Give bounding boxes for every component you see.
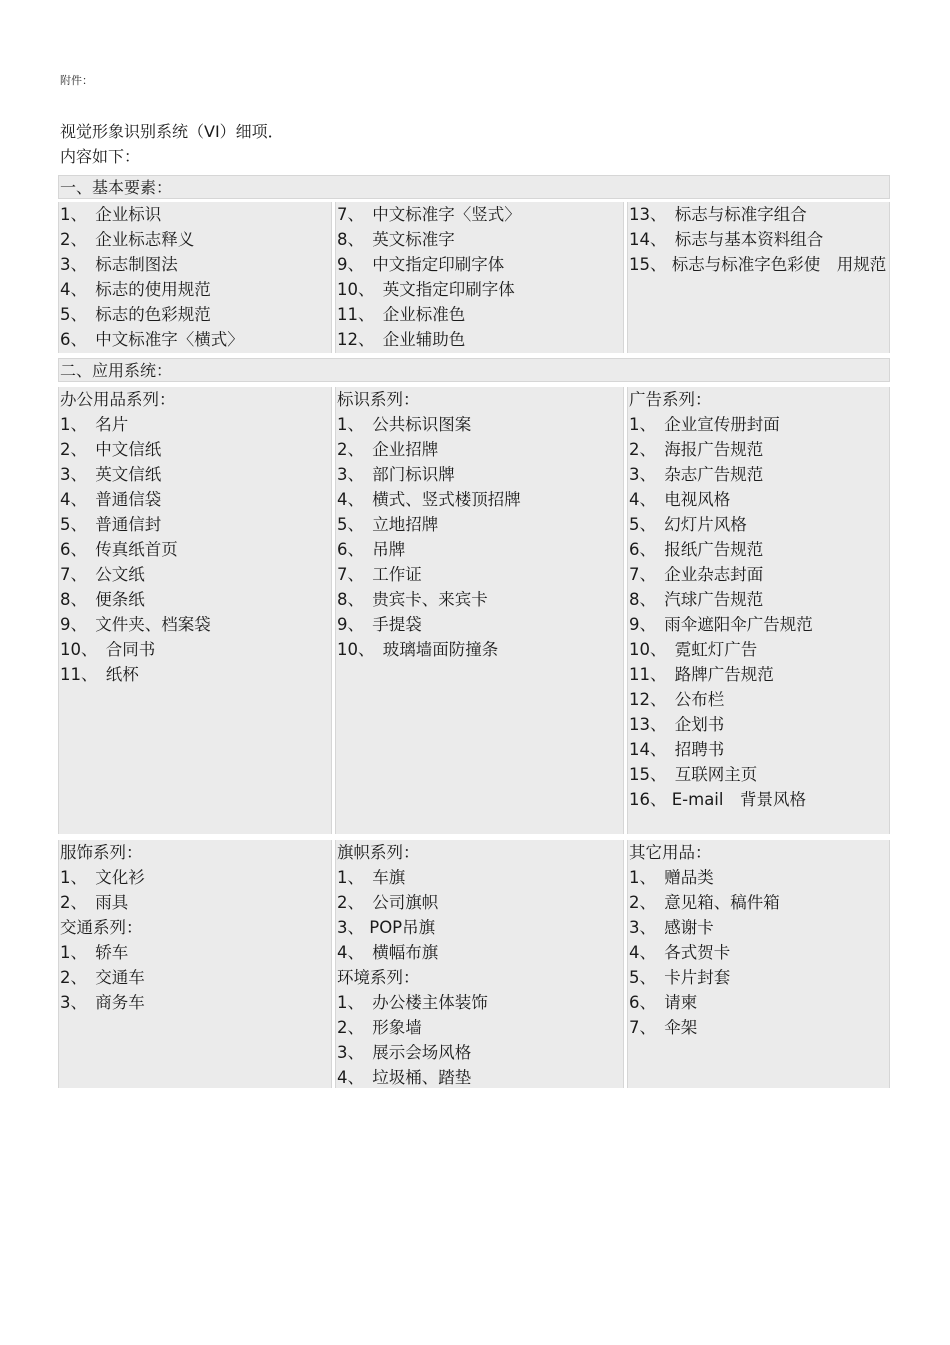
list-item: 5、 卡片封套: [629, 968, 731, 987]
list-item: 1、 赠品类: [629, 868, 714, 887]
series-title: 办公用品系列：: [60, 390, 176, 409]
list-item: 4、 横式、竖式楼顶招牌: [337, 490, 521, 509]
other-supplies-column: [627, 840, 890, 1088]
flags-environment-column: [335, 840, 624, 1088]
document-title: 视觉形象识别系统（VI）细项．: [60, 122, 284, 141]
list-item: 4、 标志的使用规范: [60, 280, 211, 299]
list-item: 7、 公文纸: [60, 565, 145, 584]
list-item: 5、 立地招牌: [337, 515, 439, 534]
list-item: 15、 标志与标准字色彩使 用规范: [629, 255, 887, 274]
list-item: 2、 雨具: [60, 893, 129, 912]
list-item: 2、 公司旗帜: [337, 893, 439, 912]
list-item: 3、 感谢卡: [629, 918, 714, 937]
list-item: 1、 企业宣传册封面: [629, 415, 780, 434]
signage-column: [335, 387, 624, 834]
list-item: 11、 路牌广告规范: [629, 665, 774, 684]
series-title: 环境系列：: [337, 968, 420, 987]
list-item: 6、 吊牌: [337, 540, 406, 559]
list-item: 7、 企业杂志封面: [629, 565, 764, 584]
list-item: 3、 部门标识牌: [337, 465, 455, 484]
list-item: 6、 中文标准字〈横式〉: [60, 330, 244, 349]
list-item: 2、 企业招牌: [337, 440, 439, 459]
list-item: 10、 玻璃墙面防撞条: [337, 640, 499, 659]
list-item: 1、 名片: [60, 415, 129, 434]
list-item: 9、 手提袋: [337, 615, 422, 634]
list-item: 3、 POP吊旗: [337, 918, 436, 937]
list-item: 3、 英文信纸: [60, 465, 162, 484]
list-item: 1、 企业标识: [60, 205, 162, 224]
series-title: 其它用品：: [629, 843, 712, 862]
list-item: 13、 标志与标准字组合: [629, 205, 807, 224]
basic-column-3: [627, 202, 890, 353]
list-item: 16、 E-mail 背景风格: [629, 790, 806, 809]
list-item: 9、 雨伞遮阳伞广告规范: [629, 615, 813, 634]
list-item: 4、 垃圾桶、踏垫: [337, 1068, 472, 1087]
list-item: 1、 公共标识图案: [337, 415, 472, 434]
list-item: 6、 报纸广告规范: [629, 540, 764, 559]
office-supplies-column: [58, 387, 332, 834]
list-item: 13、 企划书: [629, 715, 725, 734]
list-item: 2、 意见箱、稿件箱: [629, 893, 780, 912]
list-item: 6、 传真纸首页: [60, 540, 178, 559]
series-title: 交通系列：: [60, 918, 143, 937]
list-item: 8、 汽球广告规范: [629, 590, 764, 609]
list-item: 11、 纸杯: [60, 665, 139, 684]
series-title: 广告系列：: [629, 390, 712, 409]
series-title: 标识系列：: [337, 390, 420, 409]
list-item: 9、 中文指定印刷字体: [337, 255, 505, 274]
list-item: 3、 展示会场风格: [337, 1043, 472, 1062]
list-item: 1、 轿车: [60, 943, 129, 962]
list-item: 14、 标志与基本资料组合: [629, 230, 824, 249]
list-item: 7、 工作证: [337, 565, 422, 584]
annex-label: 附件：: [60, 74, 93, 87]
document-intro: 内容如下：: [60, 147, 141, 166]
list-item: 1、 办公楼主体装饰: [337, 993, 488, 1012]
list-item: 12、 企业辅助色: [337, 330, 466, 349]
list-item: 10、 英文指定印刷字体: [337, 280, 515, 299]
list-item: 2、 企业标志释义: [60, 230, 195, 249]
list-item: 1、 车旗: [337, 868, 406, 887]
list-item: 8、 英文标准字: [337, 230, 455, 249]
list-item: 3、 杂志广告规范: [629, 465, 764, 484]
series-title: 服饰系列：: [60, 843, 143, 862]
list-item: 2、 交通车: [60, 968, 145, 987]
section-heading-basic: 一、基本要素：: [58, 175, 890, 199]
list-item: 5、 标志的色彩规范: [60, 305, 211, 324]
section-heading-application: 二、应用系统：: [58, 358, 890, 382]
list-item: 7、 伞架: [629, 1018, 698, 1037]
list-item: 4、 电视风格: [629, 490, 731, 509]
list-item: 2、 中文信纸: [60, 440, 162, 459]
list-item: 4、 普通信袋: [60, 490, 162, 509]
list-item: 1、 文化衫: [60, 868, 145, 887]
list-item: 2、 海报广告规范: [629, 440, 764, 459]
list-item: 4、 各式贺卡: [629, 943, 731, 962]
list-item: 8、 贵宾卡、来宾卡: [337, 590, 488, 609]
list-item: 11、 企业标准色: [337, 305, 466, 324]
list-item: 14、 招聘书: [629, 740, 725, 759]
series-title: 旗帜系列：: [337, 843, 420, 862]
list-item: 7、 中文标准字〈竖式〉: [337, 205, 521, 224]
advertising-column: [627, 387, 890, 834]
list-item: 12、 公布栏: [629, 690, 725, 709]
apparel-transport-column: [58, 840, 332, 1088]
list-item: 5、 幻灯片风格: [629, 515, 747, 534]
list-item: 3、 商务车: [60, 993, 145, 1012]
list-item: 10、 合同书: [60, 640, 156, 659]
list-item: 8、 便条纸: [60, 590, 145, 609]
list-item: 3、 标志制图法: [60, 255, 178, 274]
basic-column-1: [58, 202, 332, 353]
list-item: 6、 请柬: [629, 993, 698, 1012]
list-item: 4、 横幅布旗: [337, 943, 439, 962]
list-item: 2、 形象墙: [337, 1018, 422, 1037]
list-item: 10、 霓虹灯广告: [629, 640, 758, 659]
list-item: 15、 互联网主页: [629, 765, 758, 784]
list-item: 9、 文件夹、档案袋: [60, 615, 211, 634]
basic-column-2: [335, 202, 624, 353]
list-item: 5、 普通信封: [60, 515, 162, 534]
